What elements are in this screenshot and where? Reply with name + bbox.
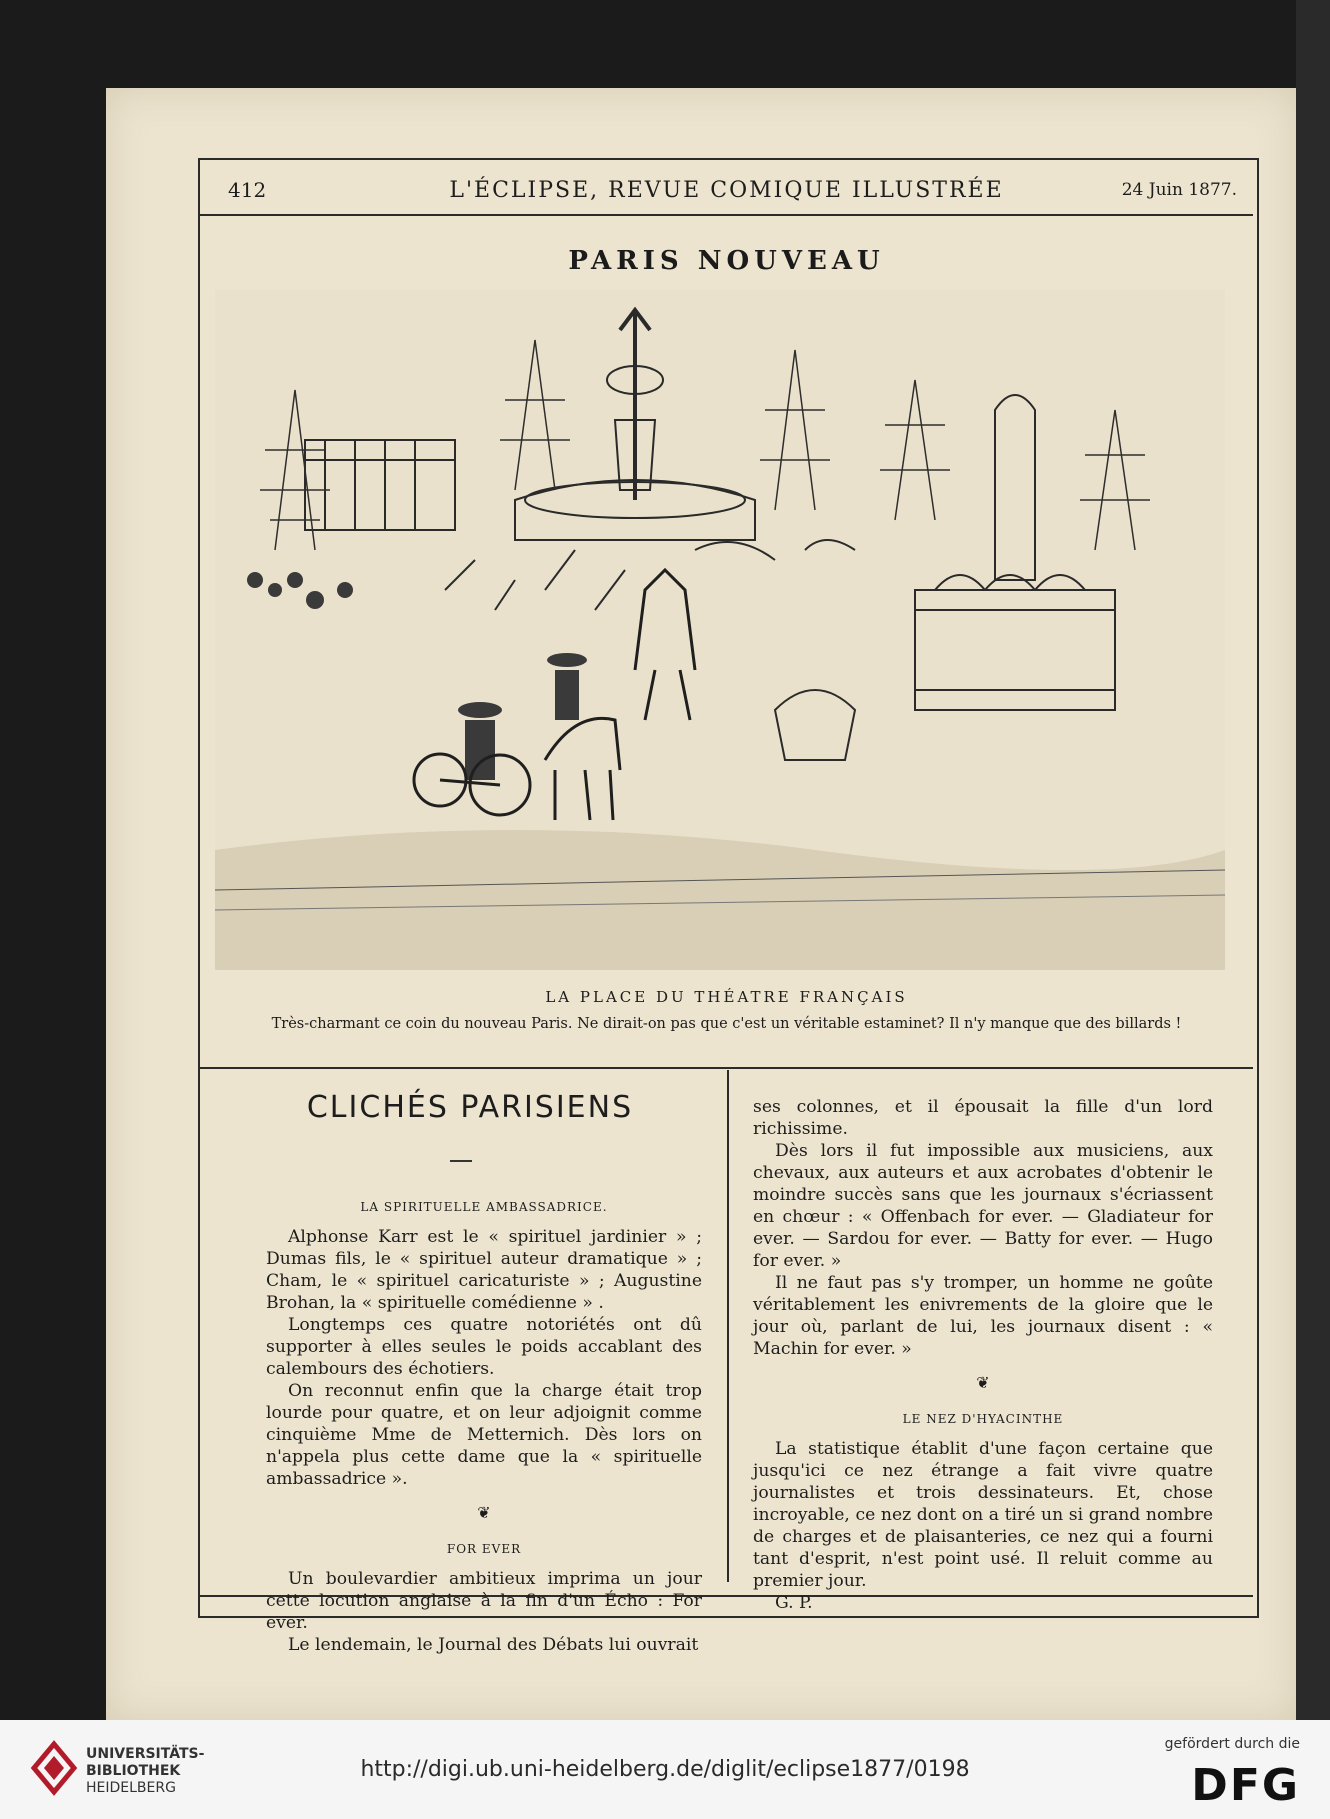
illustration-caption-title: LA PLACE DU THÉATRE FRANÇAIS [545,988,908,1006]
journal-title: L'ÉCLIPSE, REVUE COMIQUE ILLUSTRÉE [449,178,1004,203]
article-right-column [753,1096,1213,1614]
page-edge [1296,0,1330,1720]
paragraph: Longtemps ces quatre notoriétés ont dû supporter à elles seules le poids accablant des calembours des échotiers. [266,1315,702,1379]
running-header [200,178,1253,208]
engraving-illustration [215,290,1225,970]
paragraph: ses colonnes, et il épousait la fille d'un lord richissime. [753,1097,1213,1139]
issue-date: 24 Juin 1877. [1121,180,1237,200]
paragraph: La statistique établit d'une façon certaine que jusqu'ici ce nez étrange a fait vivre quatre journalistes et trois dessinateurs. Et, chose incroyable, ce nez dont on a tiré un si grand nombre de charges et de plaisanteries, ce nez qui a fourni tant d'esprit, n'est point usé. Il reluit comme au premier jour. [753,1439,1213,1591]
ornament-icon: ❦ [976,1373,990,1392]
library-name: UNIVERSITÄTS- BIBLIOTHEK HEIDELBERG [86,1746,205,1796]
ornament-icon: ❦ [477,1503,491,1522]
paragraph: Le lendemain, le Journal des Débats lui ouvrait [288,1635,699,1655]
section-heading: LA SPIRITUELLE AMBASSADRICE. [360,1200,608,1214]
dfg-logo: DFG [1191,1760,1300,1811]
paragraph: Dès lors il fut impossible aux musiciens, aux chevaux, aux auteurs et aux acrobates d'obtenir le moindre succès sans que les journaux s'écriassent en chœur : « Offenbach for ever. — Gladiateur for ever. — Sardou for ever. — Batty for ever. — Hugo for ever. » [753,1141,1213,1271]
section-heading: LE NEZ D'HYACINTHE [902,1412,1064,1426]
header-rule [200,214,1253,216]
article-title: CLICHÉS PARISIENS [306,1090,634,1125]
illustration-title: PARIS NOUVEAU [568,246,885,276]
funding-note: gefördert durch die [1164,1736,1300,1752]
page-number: 412 [228,178,267,202]
section-rule [200,1067,1253,1069]
paragraph: On reconnut enfin que la charge était trop lourde pour quatre, et on leur adjoignit comme cinquième Mme de Metternich. Dès lors on n'appela plus cette dame que la « spirituelle ambassadrice ». [266,1381,702,1489]
title-dash [450,1160,472,1162]
paragraph: Il ne faut pas s'y tromper, un homme ne goûte véritablement les enivrements de la gloire que le jour où, parlant de lui, les journaux disent : « Machin for ever. » [753,1273,1213,1359]
section-heading: FOR EVER [446,1542,522,1556]
column-divider [727,1070,729,1582]
paragraph: Alphonse Karr est le « spirituel jardinier » ; Dumas fils, le « spirituel auteur dramatique » ; Cham, le « spirituel caricaturiste » ; Augustine Brohan, la « spirituelle comédienne » . [266,1227,702,1313]
article-left-column [266,1196,702,1656]
permalink-url[interactable]: http://digi.ub.uni-heidelberg.de/diglit/eclipse1877/0198 [360,1757,970,1782]
signature: G. P. [775,1593,813,1613]
footer-bar [0,1720,1330,1819]
illustration-caption: Très-charmant ce coin du nouveau Paris. Ne dirait-on pas que c'est un véritable estaminet? Il n'y manque que des billards ! [271,1016,1182,1032]
paragraph: Un boulevardier ambitieux imprima un jour cette locution anglaise à la fin d'un Écho : For ever. [266,1569,702,1633]
